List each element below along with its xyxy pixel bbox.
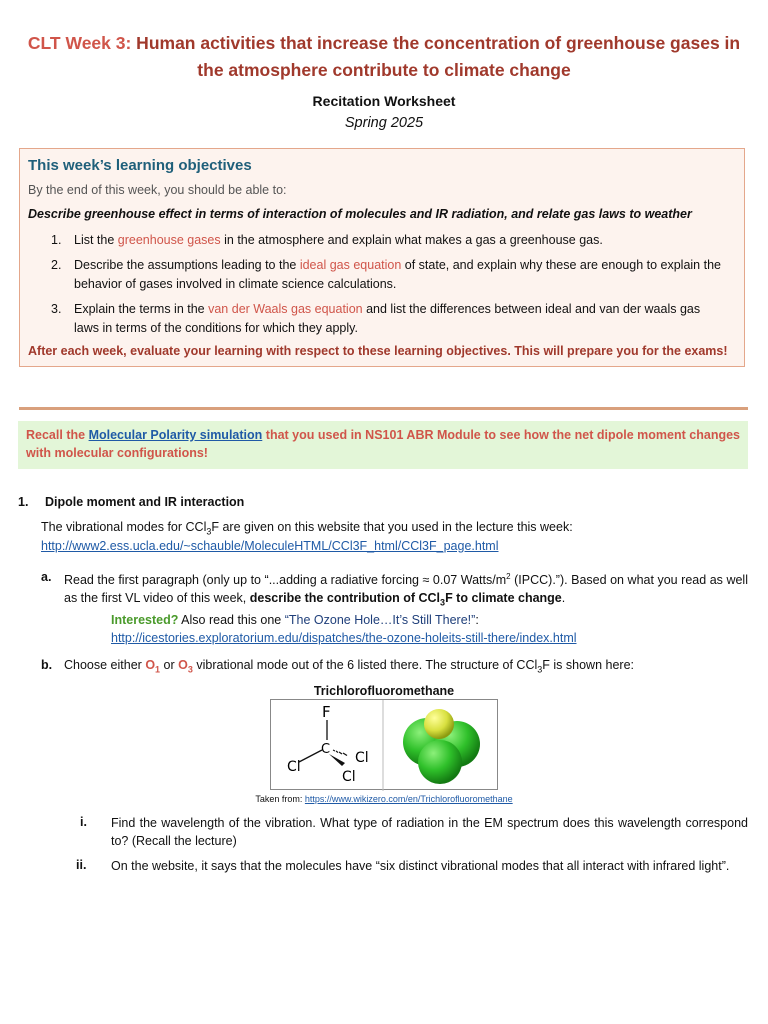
part-a-text: Read the first paragraph (only up to “...adding a radiative forcing ≈ 0.07 Watts/$m^2$ (IPCC).”). Based on what you read as well as the first VL video of this week, describe the contribution of CCl$_3$F to climate change. (64, 572, 748, 608)
title-lead: CLT Week 3: (27, 33, 132, 53)
chlorine-atom-label: Cl (342, 769, 356, 785)
question-i-text: Find the wavelength of the vibration. What type of radiation in the EM spectrum does this wavelength correspond to? (Recall the lecture) (111, 816, 748, 848)
molecule-title: Trichlorofluoromethane (313, 684, 455, 698)
objectives-main: Describe greenhouse effect in terms of interaction of molecules and IR radiation, and relate gas laws to weather (28, 207, 692, 221)
objective-keyword: greenhouse gases (117, 233, 221, 247)
question-ii-label: ii. (76, 858, 87, 872)
learning-objectives-box: This week’s learning objectives By the end of this week, you should be able to: Describe greenhouse effect in terms of interaction of molecules and IR radiation, and relate gas laws to weather 1. List the greenhouse gases in the atmosphere and explain what makes a gas a greenhouse gas. 2. Describe the assumptions leading to the ideal gas equation of state, and explain why these are enough to explain the behavior of gases involved in climate science calculations. 3. Explain the terms in the van der Waals gas equation and list the differences between ideal and van der waals gas laws in terms of the conditions for which they apply. After each week, evaluate your learning with respect to these learning objectives. This will prepare you for the exams! (19, 148, 745, 367)
question-i-label: i. (80, 815, 87, 829)
fluorine-atom-label: F (322, 703, 331, 721)
molecule-figure (270, 699, 498, 790)
part-b-label: b. (41, 658, 53, 672)
ozone-hole-link[interactable]: http://icestories.exploratorium.edu/dispatches/the-ozone-holeits-still-there/index.html (111, 631, 577, 645)
title-rest: Human activities that increase the concentration of greenhouse gases in the atmosphere contribute to climate change (131, 33, 741, 80)
molecule-structure-image (271, 700, 499, 791)
wikizero-link[interactable]: https://www.wikizero.com/en/Trichlorofluoromethane (304, 794, 513, 804)
objectives-intro: By the end of this week, you should be able to: (28, 183, 287, 197)
worksheet-title (20, 30, 748, 84)
objectives-footer: After each week, evaluate your learning with respect to these learning objectives. This will prepare you for the exams! (28, 344, 728, 358)
recall-box: Recall the Molecular Polarity simulation that you used in NS101 ABR Module to see how the net dipole moment changes with molecular configurations! (18, 421, 748, 469)
section-divider (19, 407, 748, 410)
section-1-heading: 1. Dipole moment and IR interaction (18, 495, 245, 509)
worksheet-term: Spring 2025 (344, 115, 424, 131)
objective-keyword: van der Waals gas equation (208, 302, 363, 316)
chlorine-atom-label: Cl (287, 759, 301, 775)
part-b-text: Choose either $O_1$ or $O_3$ vibrational mode out of the 6 listed there. The structure of CCl$_3$F is shown here: (64, 658, 635, 675)
section-1-intro: The vibrational modes for CCl$_3$F are given on this website that you used in the lecture this week: (41, 520, 573, 537)
vibrational-modes-link[interactable]: http://www2.ess.ucla.edu/~schauble/MoleculeHTML/CCl3F_html/CCl3F_page.html (41, 539, 499, 553)
question-ii-text: On the website, it says that the molecules have “six distinct vibrational modes that all interact with infrared light”. (111, 859, 730, 873)
objective-keyword: ideal gas equation (299, 258, 402, 272)
molecular-polarity-link[interactable]: Molecular Polarity simulation (88, 428, 263, 442)
objectives-heading: This week’s learning objectives (28, 157, 252, 174)
carbon-atom-label: C (321, 742, 331, 757)
chlorine-atom-label: Cl (355, 750, 369, 766)
worksheet-subtitle: Recitation Worksheet (312, 93, 456, 109)
part-a-label: a. (41, 570, 52, 584)
interested-line: Interested? Also read this one “The Ozone Hole…It’s Still There!”: (111, 613, 479, 627)
figure-caption: Taken from: https://www.wikizero.com/en/Trichlorofluoromethane (255, 794, 513, 804)
